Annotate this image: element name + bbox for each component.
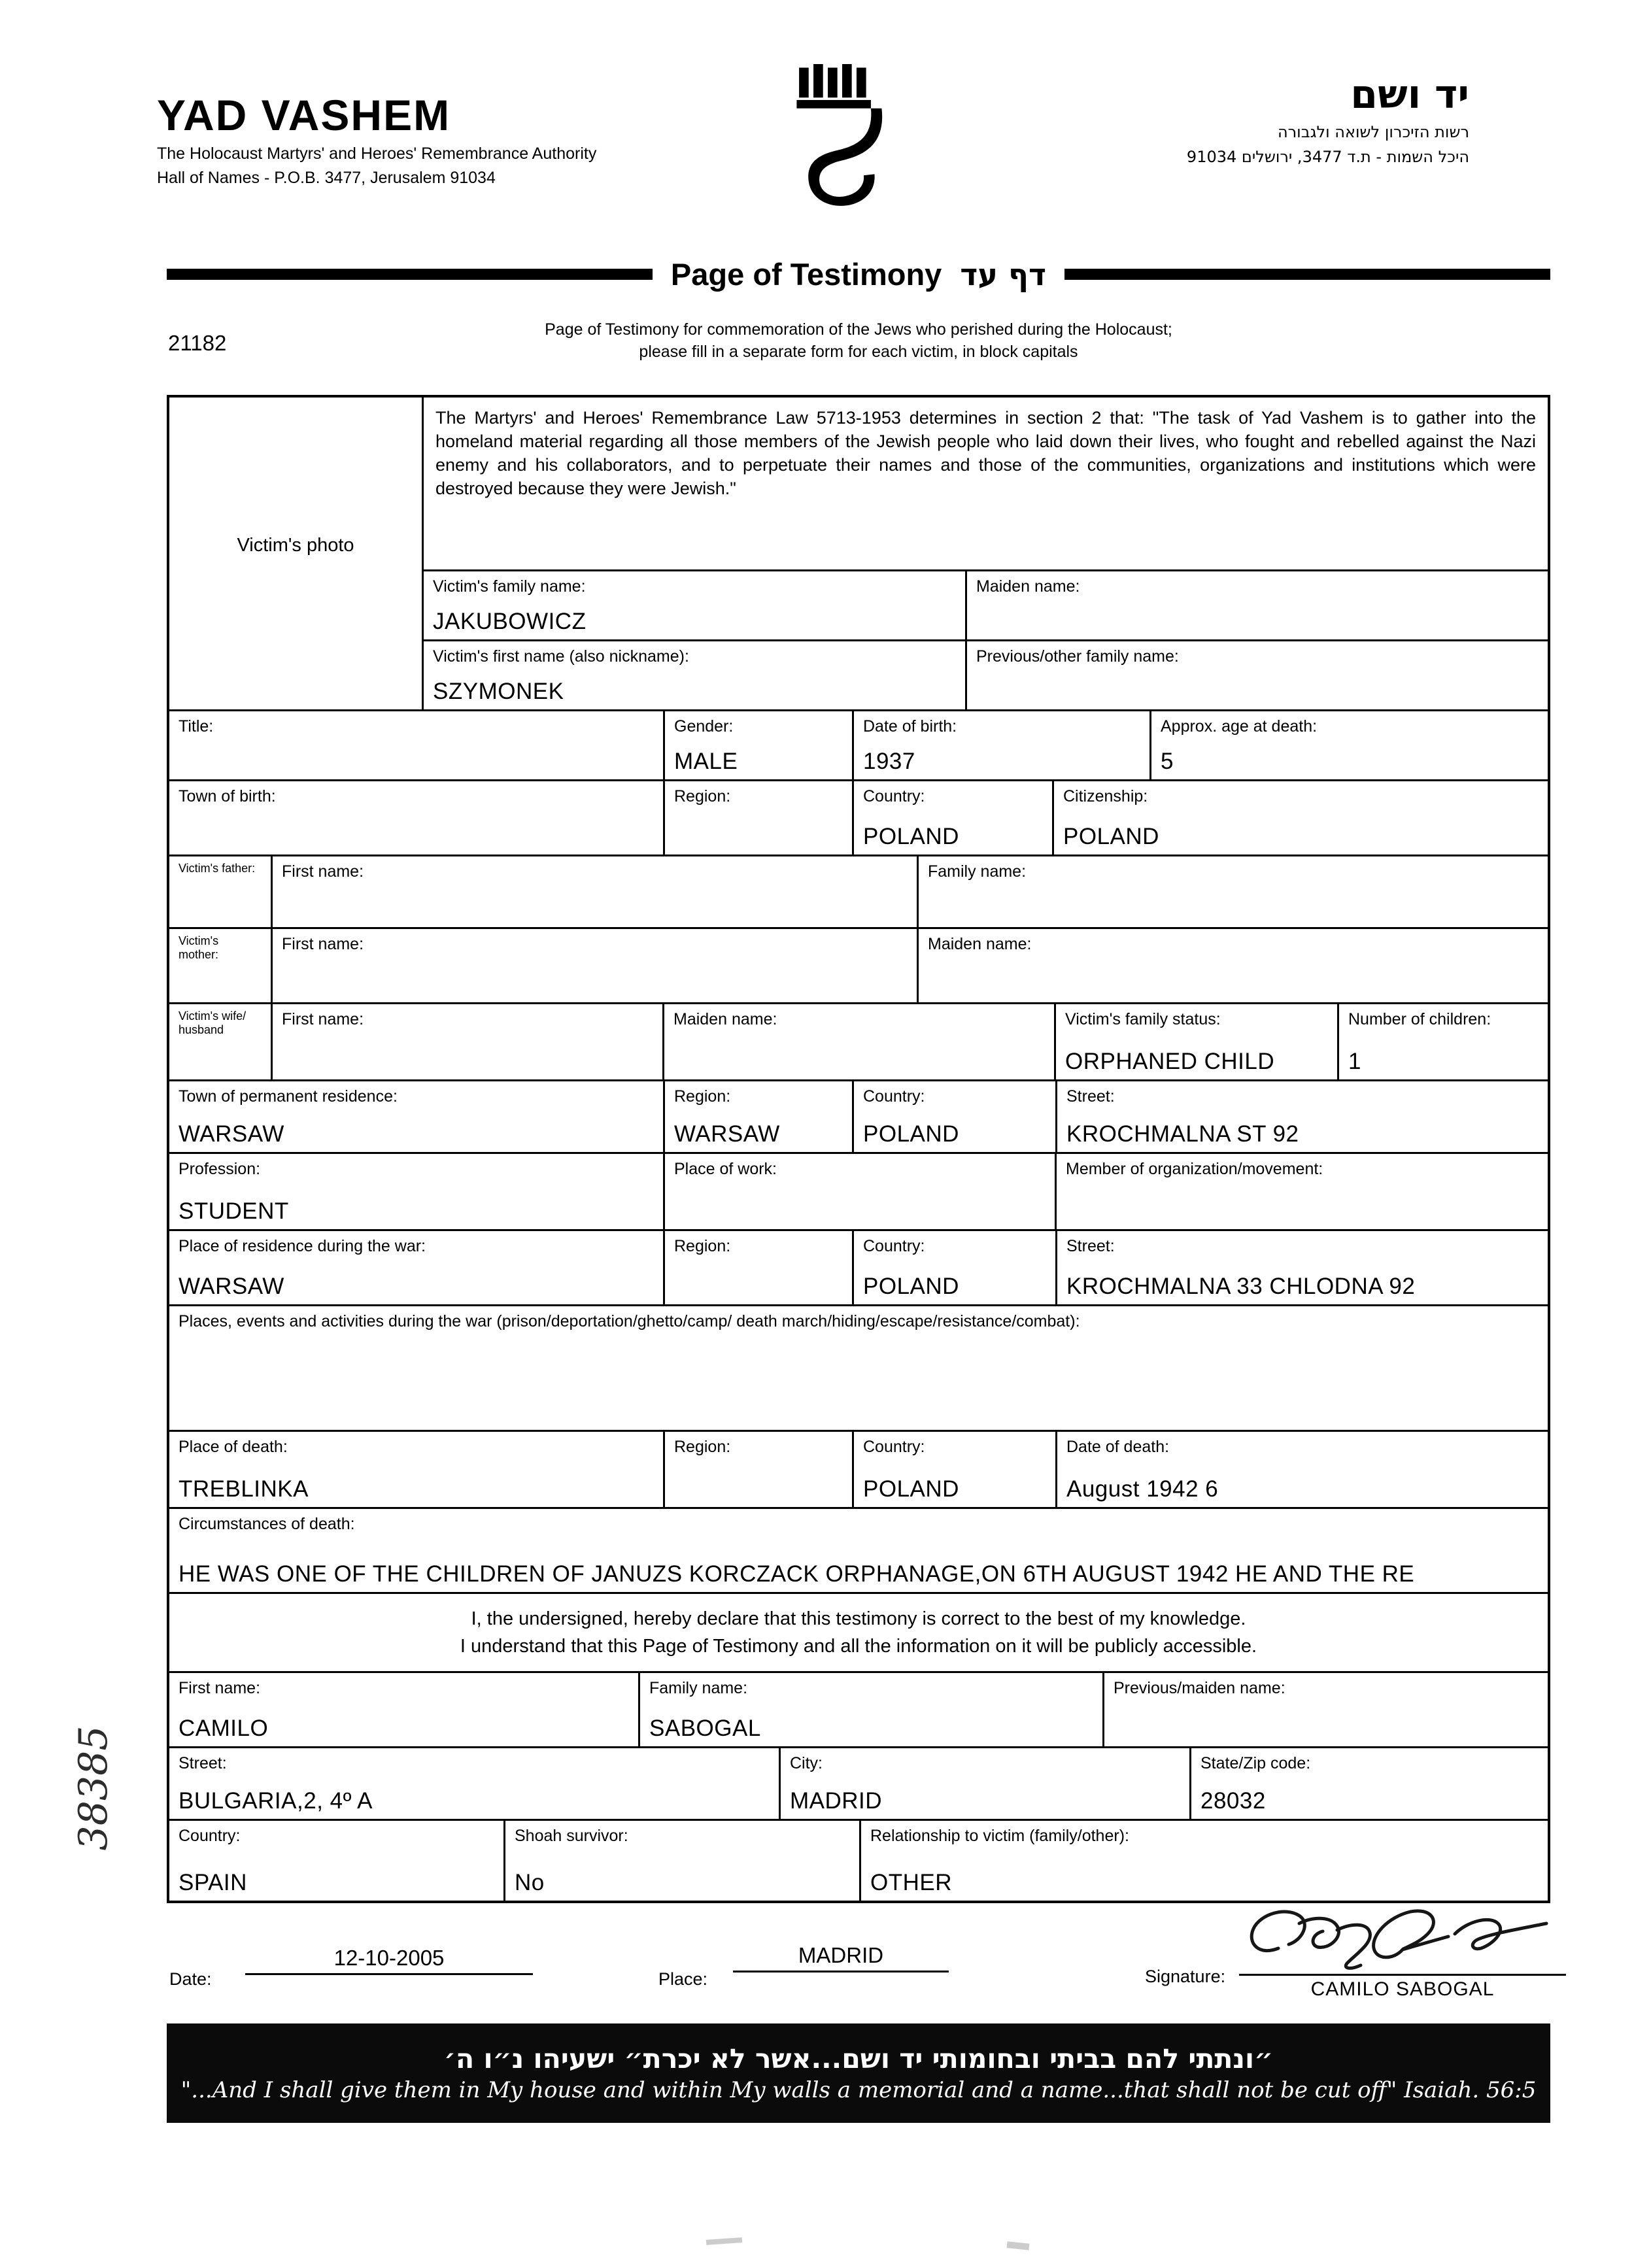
row-permanent-residence [169, 1081, 1548, 1154]
field-victim-first-name [424, 641, 965, 709]
field-value: TREBLINKA [179, 1476, 309, 1502]
field-label: Street: [1066, 1087, 1115, 1106]
row-title-gender [169, 711, 1548, 781]
field-war-residence-region [663, 1231, 852, 1304]
field-label: Country: [179, 1827, 241, 1845]
field-mother-caption [169, 929, 271, 1002]
field-value: 1937 [863, 748, 915, 774]
victim-photo-label: Victim's photo [237, 535, 354, 556]
field-place-of-death [169, 1432, 663, 1507]
field-label: First name: [282, 862, 364, 881]
field-label: Region: [674, 1237, 731, 1255]
field-profession [169, 1154, 663, 1229]
field-label: Place of death: [179, 1438, 288, 1456]
field-label: Number of children: [1348, 1010, 1491, 1028]
field-label: Region: [674, 1087, 731, 1106]
field-label: Gender: [674, 717, 734, 736]
field-label: Places, events and activities during the war (prison/deportation/ghetto/camp/ death march/hiding/escape/resistance/combat): [179, 1312, 1080, 1330]
field-label: Citizenship: [1063, 787, 1148, 805]
field-birth-country [852, 781, 1052, 855]
remembrance-law-text: The Martyrs' and Heroes' Remembrance Law 5713-1953 determines in section 2 that: "The task of Yad Vashem is to gather into the homeland material regarding all those members of the Jewish people who laid down their lives, who fought and rebelled against the Nazi enemy and his collaborators, and to perpetuate their names and those of the communities, organizations and institutions which were destroyed because they were Jewish." [424, 398, 1548, 571]
declaration-text [169, 1594, 1548, 1671]
row-place-of-death [169, 1432, 1548, 1509]
field-label: Previous/other family name: [976, 647, 1179, 666]
field-town-of-birth [169, 781, 663, 855]
field-label: City: [790, 1754, 823, 1772]
field-value: SZYMONEK [433, 678, 564, 704]
field-value: POLAND [863, 823, 959, 849]
signature-area [167, 1934, 1550, 2032]
field-label: Country: [863, 1438, 925, 1456]
field-label: Region: [674, 787, 731, 805]
field-label: Victim's family name: [433, 577, 586, 596]
field-label: Maiden name: [673, 1010, 777, 1028]
field-citizenship [1052, 781, 1548, 855]
field-organization-membership [1055, 1154, 1548, 1229]
field-place-of-work [663, 1154, 1055, 1229]
field-spouse-maiden-name [662, 1004, 1054, 1079]
field-maiden-name [965, 571, 1548, 639]
field-label: Date of birth: [863, 717, 957, 736]
row-father [169, 856, 1548, 929]
place-value: MADRID [733, 1943, 949, 1972]
field-permanent-residence-street [1055, 1081, 1548, 1152]
field-label: Town of permanent residence: [179, 1087, 398, 1106]
field-previous-family-name [965, 641, 1548, 709]
row-birth [169, 781, 1548, 856]
page-title-row [167, 256, 1550, 292]
field-label: Maiden name: [928, 935, 1032, 953]
field-label: Previous/maiden name: [1114, 1679, 1285, 1697]
field-label: Circumstances of death: [179, 1515, 355, 1533]
field-war-residence-country [852, 1231, 1055, 1304]
field-label: First name: [282, 1010, 364, 1028]
field-value: WARSAW [179, 1273, 284, 1299]
field-label: Family name: [928, 862, 1027, 881]
field-value: JAKUBOWICZ [433, 608, 587, 634]
field-label: Title: [179, 717, 214, 736]
field-label: Town of birth: [179, 787, 276, 805]
field-value: WARSAW [674, 1121, 780, 1147]
field-value: POLAND [863, 1476, 959, 1502]
field-value: No [515, 1869, 545, 1895]
row-war-events [169, 1306, 1548, 1432]
field-value: 5 [1161, 748, 1174, 774]
field-war-residence-street [1055, 1231, 1548, 1304]
field-label: Date of death: [1066, 1438, 1170, 1456]
instructions-line-1: Page of Testimony for commemoration of the Jews who perished during the Holocaust; [545, 320, 1172, 339]
field-title [169, 711, 663, 779]
field-permanent-residence-country [852, 1081, 1055, 1152]
row-submitter-country [169, 1821, 1548, 1901]
field-age-at-death [1149, 711, 1548, 779]
field-label: Shoah survivor: [515, 1827, 628, 1845]
field-label: Country: [863, 1237, 925, 1255]
field-submitter-zip [1189, 1748, 1548, 1819]
field-value: WARSAW [179, 1121, 284, 1147]
place-label: Place: [658, 1969, 708, 1989]
field-label: Region: [674, 1438, 731, 1456]
handwritten-signature [1239, 1897, 1566, 1976]
field-submitter-city [779, 1748, 1189, 1819]
banner-hebrew-verse: ״ונתתי להם בביתי ובחומותי יד ושם...אשר לא יכרת״ ישעיהו נ״ו ה׳ [443, 2043, 1274, 2074]
field-label: Victim's wife/ husband [179, 1009, 247, 1036]
field-label: Place of residence during the war: [179, 1237, 426, 1255]
row-submitter-name [169, 1673, 1548, 1748]
field-gender [663, 711, 852, 779]
field-label: Street: [1066, 1237, 1115, 1255]
field-label: Maiden name: [976, 577, 1080, 596]
instructions [167, 319, 1550, 364]
field-victim-family-name [424, 571, 965, 639]
intro-block [167, 319, 1550, 364]
field-label: Street: [179, 1754, 227, 1772]
field-mother-first-name [271, 929, 917, 1002]
field-value: STUDENT [179, 1198, 289, 1224]
row-declaration [169, 1594, 1548, 1673]
field-spouse-caption [169, 1004, 271, 1079]
org-header [157, 90, 719, 189]
scan-artifact [706, 2237, 742, 2245]
org-subtitle-hebrew-2: היכל השמות - ת.ד 3477, ירושלים 91034 [1186, 148, 1469, 167]
field-relationship-to-victim [859, 1821, 1548, 1901]
row-submitter-address [169, 1748, 1548, 1821]
field-value: ORPHANED CHILD [1065, 1048, 1275, 1074]
org-subtitle-1: The Holocaust Martyrs' and Heroes' Remembrance Authority [157, 144, 597, 163]
field-date-of-death [1055, 1432, 1548, 1507]
field-war-events [169, 1306, 1548, 1430]
date-value: 12-10-2005 [245, 1946, 533, 1975]
victim-photo-cell [169, 398, 424, 709]
field-value: BULGARIA,2, 4º A [179, 1787, 373, 1814]
row-profession [169, 1154, 1548, 1231]
field-label: Victim's mother: [179, 934, 219, 961]
field-war-residence-place [169, 1231, 663, 1304]
field-value: POLAND [1063, 823, 1159, 849]
form-number: 21182 [168, 331, 227, 355]
field-label: Victim's first name (also nickname): [433, 647, 689, 666]
field-family-status [1054, 1004, 1337, 1079]
field-label: First name: [179, 1679, 261, 1697]
field-circumstances-of-death [169, 1509, 1548, 1592]
field-spouse-first-name [271, 1004, 662, 1079]
memorial-banner [167, 2023, 1550, 2123]
signature-label: Signature: [1145, 1967, 1226, 1986]
row-circumstances [169, 1509, 1548, 1594]
field-value: OTHER [870, 1869, 952, 1895]
field-label: Victim's father: [179, 862, 256, 875]
field-father-caption [169, 856, 271, 927]
section-photo-names [169, 398, 1548, 711]
title-divider-right [1064, 269, 1550, 280]
date-label: Date: [169, 1969, 212, 1989]
field-submitter-country [169, 1821, 503, 1901]
field-label: Family name: [649, 1679, 748, 1697]
field-value: MADRID [790, 1787, 883, 1814]
field-value: SABOGAL [649, 1715, 761, 1741]
declaration-line-1: I, the undersigned, hereby declare that this testimony is correct to the best of my knowledge. [471, 1608, 1246, 1629]
field-death-country [852, 1432, 1055, 1507]
field-death-region [663, 1432, 852, 1507]
field-value: August 1942 6 [1066, 1476, 1219, 1502]
org-subtitle-2: Hall of Names - P.O.B. 3477, Jerusalem 91034 [157, 169, 496, 188]
field-value: KROCHMALNA 33 CHLODNA 92 [1066, 1273, 1416, 1299]
row-mother [169, 929, 1548, 1004]
signature-block [1239, 1897, 1566, 2001]
field-label: First name: [282, 935, 364, 953]
title-divider-left [167, 269, 653, 280]
field-submitter-previous-name [1102, 1673, 1548, 1746]
org-subtitle-hebrew-1: רשות הזיכרון לשואה ולגבורה [1277, 123, 1469, 141]
field-label: Profession: [179, 1160, 261, 1178]
field-birth-region [663, 781, 852, 855]
row-spouse [169, 1004, 1548, 1081]
testimony-form-table [167, 395, 1550, 1903]
field-submitter-family-name [638, 1673, 1102, 1746]
field-value: MALE [674, 748, 738, 774]
field-number-of-children [1337, 1004, 1548, 1079]
field-label: Victim's family status: [1065, 1010, 1221, 1028]
field-label: State/Zip code: [1200, 1754, 1311, 1772]
field-permanent-residence-town [169, 1081, 663, 1152]
field-value: 28032 [1200, 1787, 1266, 1814]
field-mother-maiden-name [917, 929, 1548, 1002]
yad-vashem-logo-icon [785, 64, 893, 228]
field-date-of-birth [852, 711, 1149, 779]
page-title: Page of Testimony [670, 257, 942, 292]
org-name: YAD VASHEM [157, 91, 451, 139]
margin-handwritten-number: 38385 [71, 1725, 116, 1851]
row-war-residence [169, 1231, 1548, 1306]
field-shoah-survivor [503, 1821, 859, 1901]
field-value: POLAND [863, 1121, 959, 1147]
field-label: Country: [863, 787, 925, 805]
field-label: Relationship to victim (family/other): [870, 1827, 1129, 1845]
field-label: Place of work: [674, 1160, 777, 1178]
field-value: CAMILO [179, 1715, 269, 1741]
field-value: SPAIN [179, 1869, 247, 1895]
scan-artifact [1007, 2241, 1030, 2250]
field-label: Member of organization/movement: [1066, 1160, 1323, 1178]
field-value: 1 [1348, 1048, 1361, 1074]
field-value: KROCHMALNA ST 92 [1066, 1121, 1299, 1147]
page-title-hebrew: דף עד [960, 256, 1047, 292]
banner-english-verse: "...And I shall give them in My house and within My walls a memorial and a name...that shall not be cut off" Isaiah. 56:5 [180, 2077, 1537, 2103]
field-value: HE WAS ONE OF THE CHILDREN OF JANUZS KORCZACK ORPHANAGE,ON 6TH AUGUST 1942 HE AND THE RE [179, 1561, 1415, 1587]
field-submitter-first-name [169, 1673, 638, 1746]
declaration-line-2: I understand that this Page of Testimony and all the information on it will be publicly accessible. [460, 1636, 1257, 1657]
field-value: POLAND [863, 1273, 959, 1299]
field-label: Approx. age at death: [1161, 717, 1318, 736]
field-submitter-street [169, 1748, 779, 1819]
org-header-hebrew [1187, 72, 1469, 168]
field-permanent-residence-region [663, 1081, 852, 1152]
org-name-hebrew: יד ושם [1350, 72, 1469, 118]
field-father-family-name [917, 856, 1548, 927]
signature-printed-name: CAMILO SABOGAL [1310, 1978, 1495, 2000]
instructions-line-2: please fill in a separate form for each victim, in block capitals [639, 342, 1078, 361]
field-label: Country: [863, 1087, 925, 1106]
field-father-first-name [271, 856, 917, 927]
